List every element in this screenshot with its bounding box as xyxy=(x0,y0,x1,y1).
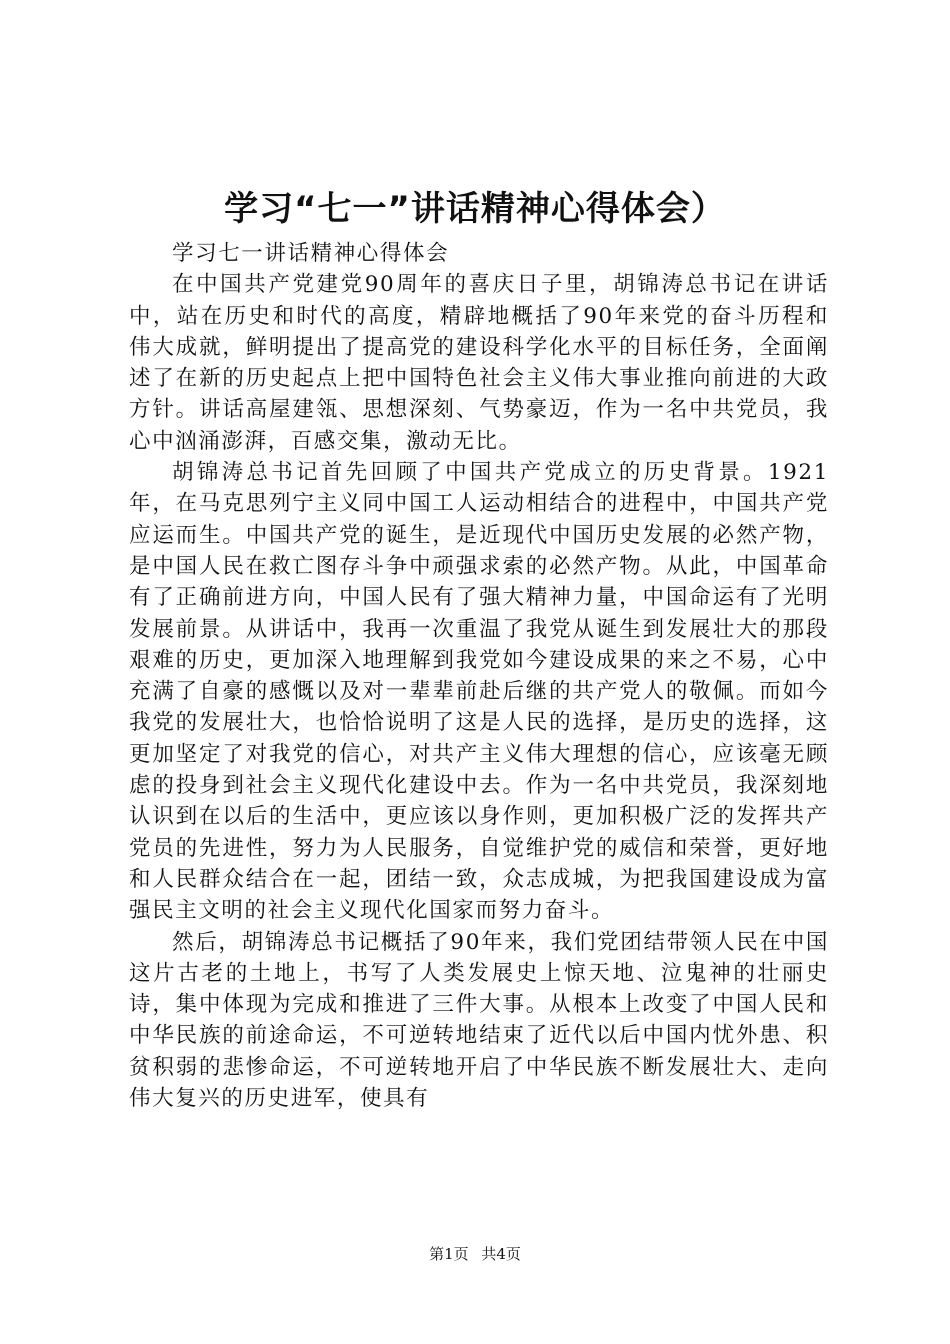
paragraph-1: 在中国共产党建党90周年的喜庆日子里，胡锦涛总书记在讲话中，站在历史和时代的高度，精辟地概括了90年来党的奋斗历程和伟大成就，鲜明提出了提高党的建设科学化水平的目标任务，全面阐述了在新的历史起点上把中国特色社会主义伟大事业推向前进的大政方针。讲话高屋建瓴、思想深刻、气势豪迈，作为一名中共党员，我心中汹涌澎湃，百感交集，激动无比。 xyxy=(129,272,829,454)
document-title: 学习“七一”讲话精神心得体会） xyxy=(224,189,726,229)
document-body xyxy=(129,238,829,1114)
page-total: 共4页 xyxy=(481,1245,521,1263)
paragraph-3: 然后，胡锦涛总书记概括了90年来，我们党团结带领人民在中国这片古老的土地上，书写了人类发展史上惊天地、泣鬼神的壮丽史诗，集中体现为完成和推进了三件大事。从根本上改变了中国人民和中华民族的前途命运，不可逆转地结束了近代以后中国内忧外患、积贫积弱的悲惨命运，不可逆转地开启了中华民族不断发展壮大、走向伟大复兴的历史进军，使具有 xyxy=(129,929,829,1112)
document-subtitle: 学习七一讲话精神心得体会 xyxy=(172,241,450,266)
paragraph-2: 胡锦涛总书记首先回顾了中国共产党成立的历史背景。1921年，在马克思列宁主义同中国工人运动相结合的进程中，中国共产党应运而生。中国共产党的诞生，是近现代中国历史发展的必然产物，是中国人民在救亡图存斗争中顽强求索的必然产物。从此，中国革命有了正确前进方向，中国人民有了强大精神力量，中国命运有了光明发展前景。从讲话中，我再一次重温了我党从诞生到发展壮大的那段艰难的历史，更加深入地理解到我党如今建设成果的来之不易，心中充满了自豪的感慨以及对一辈辈前赴后继的共产党人的敬佩。而如今我党的发展壮大，也恰恰说明了这是人民的选择，是历史的选择，这更加坚定了对我党的信心，对共产主义伟大理想的信心，应该毫无顾虑的投身到社会主义现代化建设中去。作为一名中共党员，我深刻地认识到在以后的生活中，更应该以身作则，更加积极广泛的发挥共产党员的先进性，努力为人民服务，自觉维护党的威信和荣誉，更好地和人民群众结合在一起，团结一致，众志成城，为把我国建设成为富强民主文明的社会主义现代化国家而努力奋斗。 xyxy=(129,460,829,924)
page-number: 第1页 xyxy=(429,1245,469,1263)
page-footer xyxy=(0,1244,950,1264)
